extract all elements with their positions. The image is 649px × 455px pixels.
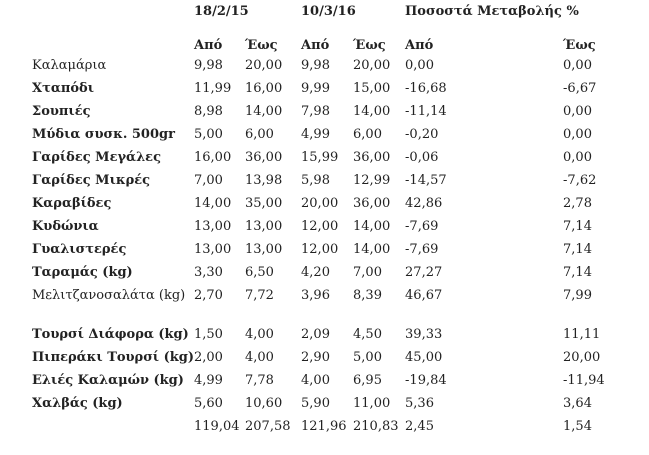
change-header: Ποσοστά Μεταβολής % bbox=[405, 4, 579, 19]
price-cell-from2: 7,98 bbox=[301, 104, 330, 119]
price-cell-to2: 5,00 bbox=[353, 350, 382, 365]
price-cell-from2: 9,98 bbox=[301, 58, 330, 73]
price-cell-from2: 5,90 bbox=[301, 396, 330, 411]
to2-subheader: Έως bbox=[353, 38, 386, 53]
price-cell-to1: 4,00 bbox=[245, 327, 274, 342]
price-cell-from2: 9,99 bbox=[301, 81, 330, 96]
price-cell-from1: 9,98 bbox=[194, 58, 223, 73]
price-cell-to2: 20,00 bbox=[353, 58, 391, 73]
product-name-cell: Ταραμάς (kg) bbox=[32, 265, 133, 280]
product-name-cell: Γυαλιστερές bbox=[32, 242, 127, 257]
price-cell-pct-from: -11,14 bbox=[405, 104, 447, 119]
date2-header: 10/3/16 bbox=[301, 4, 356, 19]
price-comparison-table bbox=[28, 4, 628, 439]
total-cell-from2: 121,96 bbox=[301, 419, 347, 434]
price-cell-from1: 14,00 bbox=[194, 196, 232, 211]
price-cell-from1: 2,70 bbox=[194, 288, 223, 303]
price-cell-pct-to: 3,64 bbox=[563, 396, 592, 411]
product-name-cell: Κυδώνια bbox=[32, 219, 99, 234]
subheader-row bbox=[28, 38, 628, 58]
to1-subheader: Έως bbox=[245, 38, 278, 53]
price-cell-to1: 10,60 bbox=[245, 396, 283, 411]
totals-empty-cell bbox=[28, 419, 190, 439]
price-cell-from1: 7,00 bbox=[194, 173, 223, 188]
header-empty-cell bbox=[28, 4, 190, 38]
price-cell-from1: 1,50 bbox=[194, 327, 223, 342]
price-cell-to2: 6,95 bbox=[353, 373, 382, 388]
total-cell-to1: 207,58 bbox=[245, 419, 291, 434]
price-cell-to1: 6,50 bbox=[245, 265, 274, 280]
price-cell-to1: 4,00 bbox=[245, 350, 274, 365]
price-cell-from2: 12,00 bbox=[301, 242, 339, 257]
table-row bbox=[28, 219, 628, 242]
table-row bbox=[28, 396, 628, 419]
product-name-cell: Μελιτζανοσαλάτα (kg) bbox=[32, 288, 186, 303]
price-cell-from2: 5,98 bbox=[301, 173, 330, 188]
price-cell-pct-to: 0,00 bbox=[563, 104, 592, 119]
price-cell-to2: 14,00 bbox=[353, 242, 391, 257]
price-cell-from1: 11,99 bbox=[194, 81, 232, 96]
price-cell-pct-from: -0,20 bbox=[405, 127, 439, 142]
price-cell-pct-from: 46,67 bbox=[405, 288, 443, 303]
pct-from-subheader: Από bbox=[405, 38, 434, 53]
price-cell-to1: 35,00 bbox=[245, 196, 283, 211]
price-cell-from1: 3,30 bbox=[194, 265, 223, 280]
price-cell-to2: 12,99 bbox=[353, 173, 391, 188]
product-name-cell: Χαλβάς (kg) bbox=[32, 396, 123, 411]
price-cell-to1: 13,00 bbox=[245, 219, 283, 234]
price-cell-pct-from: 27,27 bbox=[405, 265, 443, 280]
total-cell-pct-from: 2,45 bbox=[405, 419, 434, 434]
table-row bbox=[28, 327, 628, 350]
table-row bbox=[28, 104, 628, 127]
table-row bbox=[28, 242, 628, 265]
total-cell-from1: 119,04 bbox=[194, 419, 240, 434]
price-cell-pct-from: -16,68 bbox=[405, 81, 447, 96]
price-cell-to2: 4,50 bbox=[353, 327, 382, 342]
table-row bbox=[28, 81, 628, 104]
pct-to-subheader: Έως bbox=[563, 38, 596, 53]
totals-row bbox=[28, 419, 628, 439]
table-row bbox=[28, 173, 628, 196]
price-cell-to1: 16,00 bbox=[245, 81, 283, 96]
price-cell-pct-from: -0,06 bbox=[405, 150, 439, 165]
price-cell-to2: 11,00 bbox=[353, 396, 391, 411]
product-name-cell: Τουρσί Διάφορα (kg) bbox=[32, 327, 189, 342]
price-cell-to2: 7,00 bbox=[353, 265, 382, 280]
price-cell-pct-from: -19,84 bbox=[405, 373, 447, 388]
total-cell-to2: 210,83 bbox=[353, 419, 399, 434]
table-row bbox=[28, 150, 628, 173]
price-cell-to1: 13,98 bbox=[245, 173, 283, 188]
price-cell-to1: 13,00 bbox=[245, 242, 283, 257]
price-cell-from2: 4,00 bbox=[301, 373, 330, 388]
price-cell-from1: 13,00 bbox=[194, 219, 232, 234]
price-cell-to1: 6,00 bbox=[245, 127, 274, 142]
price-cell-to2: 14,00 bbox=[353, 104, 391, 119]
date1-header: 18/2/15 bbox=[194, 4, 249, 19]
price-cell-pct-to: 20,00 bbox=[563, 350, 601, 365]
price-cell-pct-from: 5,36 bbox=[405, 396, 434, 411]
price-cell-pct-from: 42,86 bbox=[405, 196, 443, 211]
price-cell-to2: 15,00 bbox=[353, 81, 391, 96]
price-cell-from2: 20,00 bbox=[301, 196, 339, 211]
table-row bbox=[28, 196, 628, 219]
price-cell-from2: 2,09 bbox=[301, 327, 330, 342]
price-cell-to2: 36,00 bbox=[353, 196, 391, 211]
product-name-cell: Πιπεράκι Τουρσί (kg) bbox=[32, 350, 195, 365]
table-row bbox=[28, 58, 628, 81]
product-name-cell: Γαρίδες Μικρές bbox=[32, 173, 151, 188]
price-cell-pct-from: -7,69 bbox=[405, 242, 439, 257]
price-cell-to1: 20,00 bbox=[245, 58, 283, 73]
price-cell-pct-to: 11,11 bbox=[563, 327, 601, 342]
price-cell-to1: 36,00 bbox=[245, 150, 283, 165]
price-cell-from1: 4,99 bbox=[194, 373, 223, 388]
price-cell-from2: 3,96 bbox=[301, 288, 330, 303]
product-name-cell: Γαρίδες Μεγάλες bbox=[32, 150, 161, 165]
table-row bbox=[28, 288, 628, 327]
price-cell-from1: 16,00 bbox=[194, 150, 232, 165]
product-name-cell: Σουπιές bbox=[32, 104, 91, 119]
price-cell-pct-to: 7,14 bbox=[563, 242, 592, 257]
price-cell-from1: 5,60 bbox=[194, 396, 223, 411]
price-cell-from2: 4,99 bbox=[301, 127, 330, 142]
product-name-cell: Μύδια συσκ. 500gr bbox=[32, 127, 175, 142]
price-cell-from2: 12,00 bbox=[301, 219, 339, 234]
subheader-empty-cell bbox=[28, 38, 190, 58]
price-cell-pct-to: 0,00 bbox=[563, 150, 592, 165]
price-cell-pct-to: 0,00 bbox=[563, 127, 592, 142]
price-cell-pct-to: -7,62 bbox=[563, 173, 597, 188]
price-cell-pct-from: -14,57 bbox=[405, 173, 447, 188]
price-cell-to1: 14,00 bbox=[245, 104, 283, 119]
price-cell-pct-to: 7,14 bbox=[563, 219, 592, 234]
price-cell-from1: 5,00 bbox=[194, 127, 223, 142]
price-cell-from1: 2,00 bbox=[194, 350, 223, 365]
from2-subheader: Από bbox=[301, 38, 330, 53]
from1-subheader: Από bbox=[194, 38, 223, 53]
header-row bbox=[28, 4, 628, 38]
price-cell-from1: 8,98 bbox=[194, 104, 223, 119]
table-row bbox=[28, 373, 628, 396]
price-cell-pct-to: 0,00 bbox=[563, 58, 592, 73]
price-cell-from1: 13,00 bbox=[194, 242, 232, 257]
price-cell-pct-from: 45,00 bbox=[405, 350, 443, 365]
price-cell-from2: 2,90 bbox=[301, 350, 330, 365]
price-cell-pct-to: 2,78 bbox=[563, 196, 592, 211]
table-row bbox=[28, 127, 628, 150]
price-cell-from2: 15,99 bbox=[301, 150, 339, 165]
price-cell-to2: 36,00 bbox=[353, 150, 391, 165]
price-cell-to1: 7,72 bbox=[245, 288, 274, 303]
price-cell-pct-to: -6,67 bbox=[563, 81, 597, 96]
price-cell-to2: 14,00 bbox=[353, 219, 391, 234]
table-row bbox=[28, 350, 628, 373]
price-cell-to2: 8,39 bbox=[353, 288, 382, 303]
table-row bbox=[28, 265, 628, 288]
product-name-cell: Καραβίδες bbox=[32, 196, 112, 211]
product-name-cell: Χταπόδι bbox=[32, 81, 94, 96]
price-cell-pct-from: -7,69 bbox=[405, 219, 439, 234]
product-name-cell: Καλαμάρια bbox=[32, 58, 107, 73]
price-cell-from2: 4,20 bbox=[301, 265, 330, 280]
price-cell-pct-from: 39,33 bbox=[405, 327, 443, 342]
price-cell-pct-to: 7,14 bbox=[563, 265, 592, 280]
price-cell-to2: 6,00 bbox=[353, 127, 382, 142]
price-cell-pct-to: -11,94 bbox=[563, 373, 605, 388]
price-cell-to1: 7,78 bbox=[245, 373, 274, 388]
price-cell-pct-to: 7,99 bbox=[563, 288, 592, 303]
price-cell-pct-from: 0,00 bbox=[405, 58, 434, 73]
total-cell-pct-to: 1,54 bbox=[563, 419, 592, 434]
product-name-cell: Ελιές Καλαμών (kg) bbox=[32, 373, 184, 388]
